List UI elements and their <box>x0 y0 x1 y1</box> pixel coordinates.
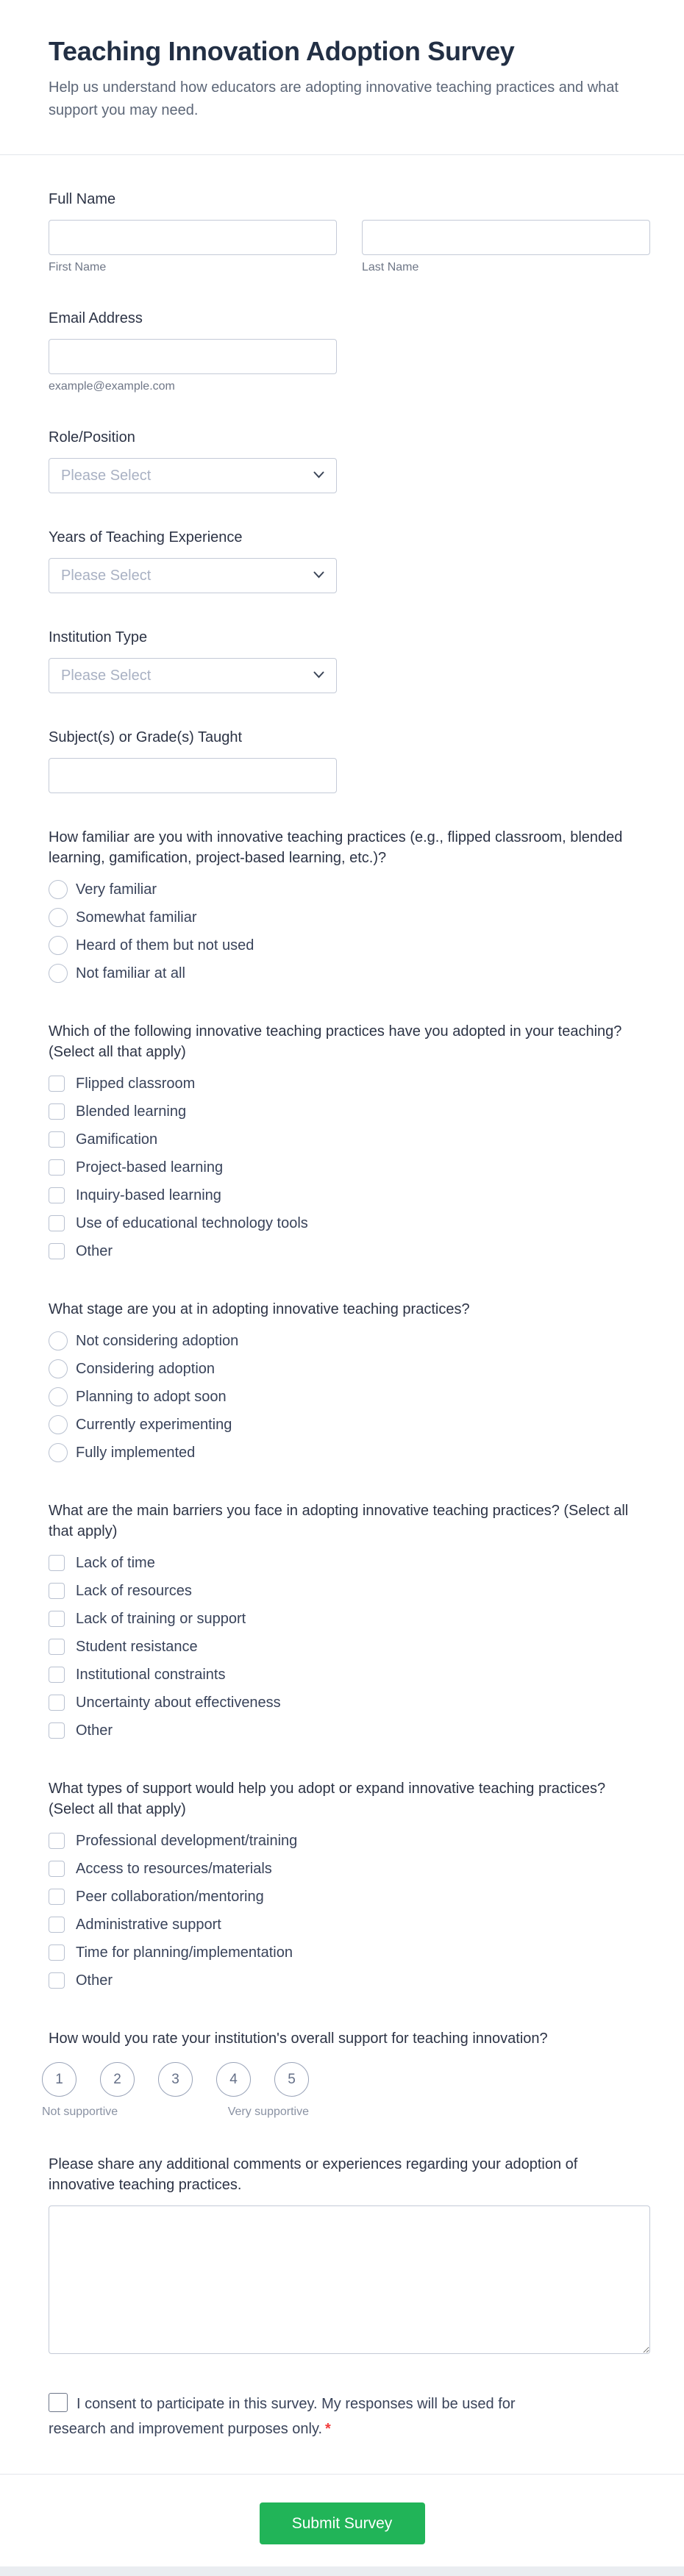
role-select[interactable] <box>49 458 337 493</box>
checkbox-icon[interactable] <box>49 1695 65 1711</box>
field-barriers <box>49 1500 650 1745</box>
support-option-administrative-support[interactable] <box>49 1911 650 1939</box>
radio-icon[interactable] <box>49 964 68 983</box>
consent-text: I consent to participate in this survey. My responses will be used for research and improvement purposes only. <box>49 2396 516 2437</box>
adopted-question: Which of the following innovative teaching practices have you adopted in your teaching? (Select all that apply) <box>49 1023 622 1060</box>
option-label: Institutional constraints <box>76 1667 226 1683</box>
checkbox-icon[interactable] <box>49 1215 65 1231</box>
familiarity-option-not-familiar[interactable] <box>49 959 650 987</box>
radio-icon[interactable] <box>49 936 68 955</box>
support-option-peer-collaboration[interactable] <box>49 1883 650 1911</box>
rating-option-3[interactable]: 3 <box>158 2062 193 2097</box>
last-name-input[interactable] <box>362 220 650 255</box>
option-label: Time for planning/implementation <box>76 1944 293 1961</box>
radio-icon[interactable] <box>49 1331 68 1350</box>
subjects-label: Subject(s) or Grade(s) Taught <box>49 729 243 745</box>
subjects-input[interactable] <box>49 758 337 793</box>
adopted-option-gamification[interactable] <box>49 1126 650 1153</box>
form-header <box>0 0 684 122</box>
field-role <box>49 427 650 493</box>
option-label: Heard of them but not used <box>76 937 254 954</box>
experience-select-placeholder: Please Select <box>61 567 152 584</box>
field-adopted-practices <box>49 1021 650 1265</box>
barriers-option-other[interactable] <box>49 1717 650 1745</box>
email-sublabel: example@example.com <box>49 380 175 393</box>
radio-icon[interactable] <box>49 1359 68 1378</box>
field-subjects <box>49 727 650 793</box>
page-background-strip <box>0 2566 684 2576</box>
familiarity-question: How familiar are you with innovative teaching practices (e.g., flipped classroom, blended learning, gamification, project-based learning, etc.)? <box>49 829 623 866</box>
checkbox-icon[interactable] <box>49 1076 65 1092</box>
institution-select-placeholder: Please Select <box>61 667 152 684</box>
adopted-option-project-based[interactable] <box>49 1153 650 1181</box>
checkbox-icon[interactable] <box>49 1889 65 1905</box>
option-label: Somewhat familiar <box>76 909 197 926</box>
stage-option-experimenting[interactable] <box>49 1411 650 1439</box>
radio-icon[interactable] <box>49 1443 68 1462</box>
stage-question: What stage are you at in adopting innovative teaching practices? <box>49 1301 470 1317</box>
checkbox-icon[interactable] <box>49 1159 65 1176</box>
barriers-option-student-resistance[interactable] <box>49 1633 650 1661</box>
adopted-option-flipped-classroom[interactable] <box>49 1070 650 1098</box>
institution-select[interactable] <box>49 658 337 693</box>
field-stage <box>49 1299 650 1467</box>
consent-checkbox[interactable] <box>49 2393 68 2412</box>
radio-icon[interactable] <box>49 880 68 899</box>
field-comments <box>49 2154 650 2358</box>
checkbox-icon[interactable] <box>49 1861 65 1877</box>
option-label: Currently experimenting <box>76 1417 232 1433</box>
option-label: Flipped classroom <box>76 1076 196 1092</box>
chevron-down-icon <box>313 469 324 482</box>
option-label: Student resistance <box>76 1639 198 1655</box>
barriers-option-lack-of-training[interactable] <box>49 1605 650 1633</box>
rating-option-4[interactable]: 4 <box>216 2062 251 2097</box>
barriers-option-lack-of-resources[interactable] <box>49 1577 650 1605</box>
option-label: Other <box>76 1243 113 1259</box>
barriers-option-lack-of-time[interactable] <box>49 1549 650 1577</box>
radio-icon[interactable] <box>49 1387 68 1406</box>
checkbox-icon[interactable] <box>49 1187 65 1203</box>
checkbox-icon[interactable] <box>49 1833 65 1849</box>
familiarity-option-heard-not-used[interactable] <box>49 931 650 959</box>
role-select-placeholder: Please Select <box>61 467 152 484</box>
submit-section <box>0 2475 684 2544</box>
support-option-professional-development[interactable] <box>49 1827 650 1855</box>
checkbox-icon[interactable] <box>49 1131 65 1148</box>
field-familiarity <box>49 827 650 987</box>
support-question: What types of support would help you adopt or expand innovative teaching practices? (Select all that apply) <box>49 1781 606 1817</box>
option-label: Not familiar at all <box>76 965 185 981</box>
option-label: Access to resources/materials <box>76 1861 272 1877</box>
option-label: Planning to adopt soon <box>76 1389 227 1405</box>
support-option-planning-time[interactable] <box>49 1939 650 1967</box>
checkbox-icon[interactable] <box>49 1583 65 1599</box>
checkbox-icon[interactable] <box>49 1944 65 1961</box>
rating-question: How would you rate your institution's overall support for teaching innovation? <box>49 2031 548 2047</box>
checkbox-icon[interactable] <box>49 1555 65 1571</box>
experience-select[interactable] <box>49 558 337 593</box>
familiarity-option-very-familiar[interactable] <box>49 876 650 904</box>
adopted-option-other[interactable] <box>49 1237 650 1265</box>
role-label: Role/Position <box>49 429 135 446</box>
adopted-option-blended-learning[interactable] <box>49 1098 650 1126</box>
support-option-access-resources[interactable] <box>49 1855 650 1883</box>
barriers-question: What are the main barriers you face in adopting innovative teaching practices? (Select all that apply) <box>49 1503 629 1539</box>
field-experience <box>49 527 650 593</box>
checkbox-icon[interactable] <box>49 1103 65 1120</box>
chevron-down-icon <box>313 569 324 582</box>
option-label: Fully implemented <box>76 1445 196 1461</box>
option-label: Use of educational technology tools <box>76 1215 308 1231</box>
option-label: Other <box>76 1722 113 1739</box>
field-institution <box>49 627 650 693</box>
option-label: Lack of time <box>76 1555 155 1571</box>
first-name-sublabel: First Name <box>49 261 107 273</box>
barriers-option-uncertainty[interactable] <box>49 1689 650 1717</box>
option-label: Lack of resources <box>76 1583 192 1599</box>
option-label: Inquiry-based learning <box>76 1187 221 1203</box>
first-name-input[interactable] <box>49 220 337 255</box>
institution-label: Institution Type <box>49 629 148 645</box>
checkbox-icon[interactable] <box>49 1639 65 1655</box>
familiarity-option-somewhat-familiar[interactable] <box>49 904 650 931</box>
stage-option-planning[interactable] <box>49 1383 650 1411</box>
checkbox-icon[interactable] <box>49 1667 65 1683</box>
rating-option-2[interactable]: 2 <box>100 2062 135 2097</box>
rating-option-5[interactable]: 5 <box>274 2062 309 2097</box>
option-label: Professional development/training <box>76 1833 298 1849</box>
checkbox-icon[interactable] <box>49 1917 65 1933</box>
adopted-option-inquiry-based[interactable] <box>49 1181 650 1209</box>
field-support-types <box>49 1778 650 1994</box>
option-label: Lack of training or support <box>76 1611 246 1627</box>
field-consent <box>49 2391 563 2441</box>
rating-option-1[interactable]: 1 <box>42 2062 76 2097</box>
checkbox-icon[interactable] <box>49 1243 65 1259</box>
rating-max-label: Very supportive <box>227 2105 309 2118</box>
adopted-option-edtech-tools[interactable] <box>49 1209 650 1237</box>
full-name-label: Full Name <box>49 191 116 207</box>
comments-textarea[interactable] <box>49 2205 650 2354</box>
required-asterisk: * <box>325 2421 331 2437</box>
option-label: Considering adoption <box>76 1361 215 1377</box>
option-label: Gamification <box>76 1131 158 1148</box>
option-label: Other <box>76 1972 113 1989</box>
submit-button[interactable]: Submit Survey <box>260 2502 425 2544</box>
checkbox-icon[interactable] <box>49 1972 65 1989</box>
stage-option-considering[interactable] <box>49 1355 650 1383</box>
option-label: Administrative support <box>76 1917 221 1933</box>
field-email <box>49 308 650 393</box>
field-rating <box>42 2028 650 2120</box>
radio-icon[interactable] <box>49 1415 68 1434</box>
checkbox-icon[interactable] <box>49 1722 65 1739</box>
form-title: Teaching Innovation Adoption Survey <box>49 36 515 66</box>
option-label: Uncertainty about effectiveness <box>76 1695 281 1711</box>
last-name-sublabel: Last Name <box>362 261 419 273</box>
support-option-other[interactable] <box>49 1967 650 1994</box>
barriers-option-institutional-constraints[interactable] <box>49 1661 650 1689</box>
radio-icon[interactable] <box>49 908 68 927</box>
form-body <box>0 155 684 2441</box>
rating-min-label: Not supportive <box>42 2105 118 2118</box>
checkbox-icon[interactable] <box>49 1611 65 1627</box>
option-label: Not considering adoption <box>76 1333 239 1349</box>
stage-option-fully-implemented[interactable] <box>49 1439 650 1467</box>
email-label: Email Address <box>49 310 143 326</box>
field-full-name <box>49 189 650 274</box>
option-label: Very familiar <box>76 881 157 898</box>
option-label: Peer collaboration/mentoring <box>76 1889 264 1905</box>
bottom-spacer <box>0 2544 684 2565</box>
comments-question: Please share any additional comments or experiences regarding your adoption of innovative teaching practices. <box>49 2156 578 2193</box>
rating-scale <box>42 2062 309 2097</box>
email-input[interactable] <box>49 339 337 374</box>
option-label: Project-based learning <box>76 1159 224 1176</box>
chevron-down-icon <box>313 669 324 682</box>
form-subtitle: Help us understand how educators are adopting innovative teaching practices and what support you may need. <box>49 79 619 118</box>
experience-label: Years of Teaching Experience <box>49 529 243 545</box>
option-label: Blended learning <box>76 1103 187 1120</box>
stage-option-not-considering[interactable] <box>49 1327 650 1355</box>
